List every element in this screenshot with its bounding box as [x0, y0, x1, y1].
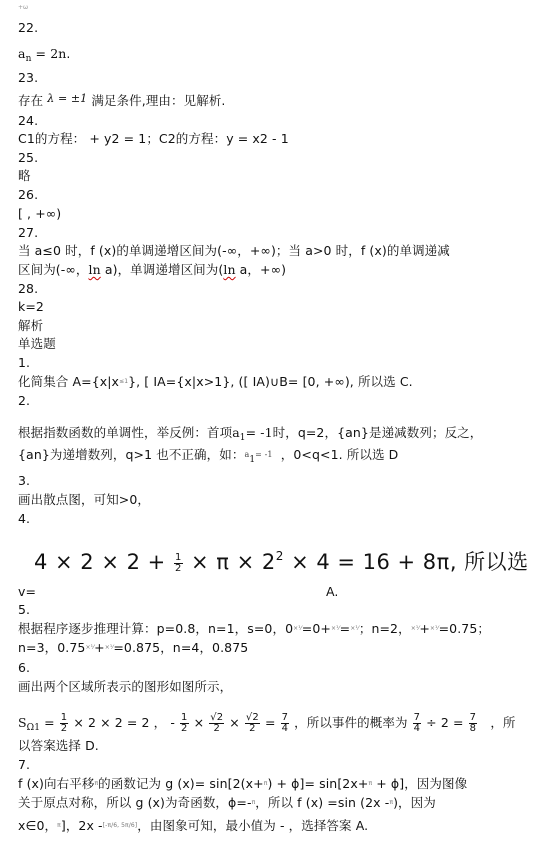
q4-v-label: v= [18, 584, 37, 599]
q7-line1: f (x)向右平移$^\pi$的函数记为 g (x)= sin[2(x+$^\pi$) + ϕ]= sin[2x+$^\pi$ + ϕ]，因为图像 [18, 776, 468, 791]
answer-27-num: 27. [18, 225, 39, 240]
q6-line1: 画出两个区域所表示的图形如图所示， [18, 679, 233, 694]
q1-num: 1. [18, 355, 31, 370]
q5-line2: n=3，$0.75^{\times ⅟}+^{\times ⅟}=0.875$，n=4，0.875 [18, 640, 249, 655]
q1-text: 化简集合 $A=\{x|x^{\le 1}\}$, [ IA={x|x>1}, ([ IA)∪B= [0, +∞), 所以选 C. [18, 374, 413, 389]
answer-27-line1: 当 a≤0 时，f (x)的单调递增区间为(-∞，+∞)；当 a>0 时，f (x)的单调递减 [18, 243, 450, 258]
q4-answer: A. [326, 584, 339, 599]
answer-28: k=2 [18, 299, 44, 314]
q5-num: 5. [18, 602, 31, 617]
q4-equation: 4 × 2 × 2 + $\frac{1}{2}$ × $\pi \times 2^2 \times 4 = 16 + 8\pi$, 所以选 [34, 549, 529, 574]
answer-25-num: 25. [18, 150, 39, 165]
q4-num: 4. [18, 511, 31, 526]
answer-22: $a_n = 2n$. [18, 46, 71, 64]
answer-23-num: 23. [18, 70, 39, 85]
q5-line1: 根据程序逐步推理计算：p=0.8，n=1，s=0，$0^{\times ⅟}=0+^{\times ⅟}=^{\times ⅟}$；n=2，$^{\times ⅟}$+$^{\times ⅟}$=0.75； [18, 621, 490, 636]
q6-line3: 以答案选择 D. [18, 738, 99, 753]
q6-line2: $S_{\Omega 1}$ = $\frac{1}{2}$ × 2 × 2 = 2 ， - $\frac{1}{2}$ × $\frac{√2}{2}$ × $\frac{√2}{2}$ = $\frac{7}{4}$ ，所以事件的概率为 $\frac{7}{4}$ ÷ 2 = $\frac{7}{8}$ ，所 [18, 712, 516, 734]
fraction-seven-quarters: $\frac{7}{4}$ [281, 712, 289, 734]
answer-26-num: 26. [18, 187, 39, 202]
answer-28-num: 28. [18, 281, 39, 296]
q2-line2: {an}为递增数列，q>1 也不正确，如：$a_1= -1$ ，0<q<1. 所以选 D [18, 447, 399, 465]
fraction-seven-eighths: $\frac{7}{8}$ [469, 712, 477, 734]
section-single-choice: 单选题 [18, 336, 56, 351]
answer-24: C1的方程： + y2 = 1；C2的方程：y = x2 - 1 [18, 131, 289, 146]
answer-23: 存在 λ = ±1 满足条件,理由：见解析. [18, 92, 226, 108]
fraction-half-c: $\frac{1}{2}$ [181, 712, 188, 734]
q7-num: 7. [18, 757, 31, 772]
header-mark: +ω [18, 4, 29, 11]
fraction-root2-b: $\frac{√2}{2}$ [245, 712, 259, 734]
q7-line3: x∈0，$^\pi$]，2x -[-π/6, 5π/6]，由图象可知，最小值为 - ，选择答案 A. [18, 818, 369, 833]
answer-22-num: 22. [18, 20, 39, 35]
q7-line2: 关于原点对称，所以 g (x)为奇函数，ϕ=-$^\pi$，所以 f (x) =sin (2x -$^\pi$)，因为 [18, 795, 436, 810]
fraction-half: $\frac{1}{2}$ [174, 551, 182, 574]
section-analysis: 解析 [18, 318, 44, 333]
q6-num: 6. [18, 660, 31, 675]
fraction-seven-quarters-b: $\frac{7}{4}$ [413, 712, 421, 734]
answer-25: 略 [18, 168, 31, 183]
answer-26: [ , +∞) [18, 206, 62, 221]
q2-num: 2. [18, 393, 31, 408]
answer-27-line2: 区间为(-∞，ln a)，单调递增区间为(ln a，+∞) [18, 262, 287, 277]
q3-text: 画出散点图，可知>0， [18, 492, 151, 507]
fraction-half-b: $\frac{1}{2}$ [60, 712, 68, 734]
q3-num: 3. [18, 473, 31, 488]
q2-line1: 根据指数函数的单调性，举反例：首项$a_1= -1$时，q=2，{an}是递减数列；反之， [18, 425, 483, 443]
answer-24-num: 24. [18, 113, 39, 128]
fraction-root2-a: $\frac{√2}{2}$ [210, 712, 224, 734]
